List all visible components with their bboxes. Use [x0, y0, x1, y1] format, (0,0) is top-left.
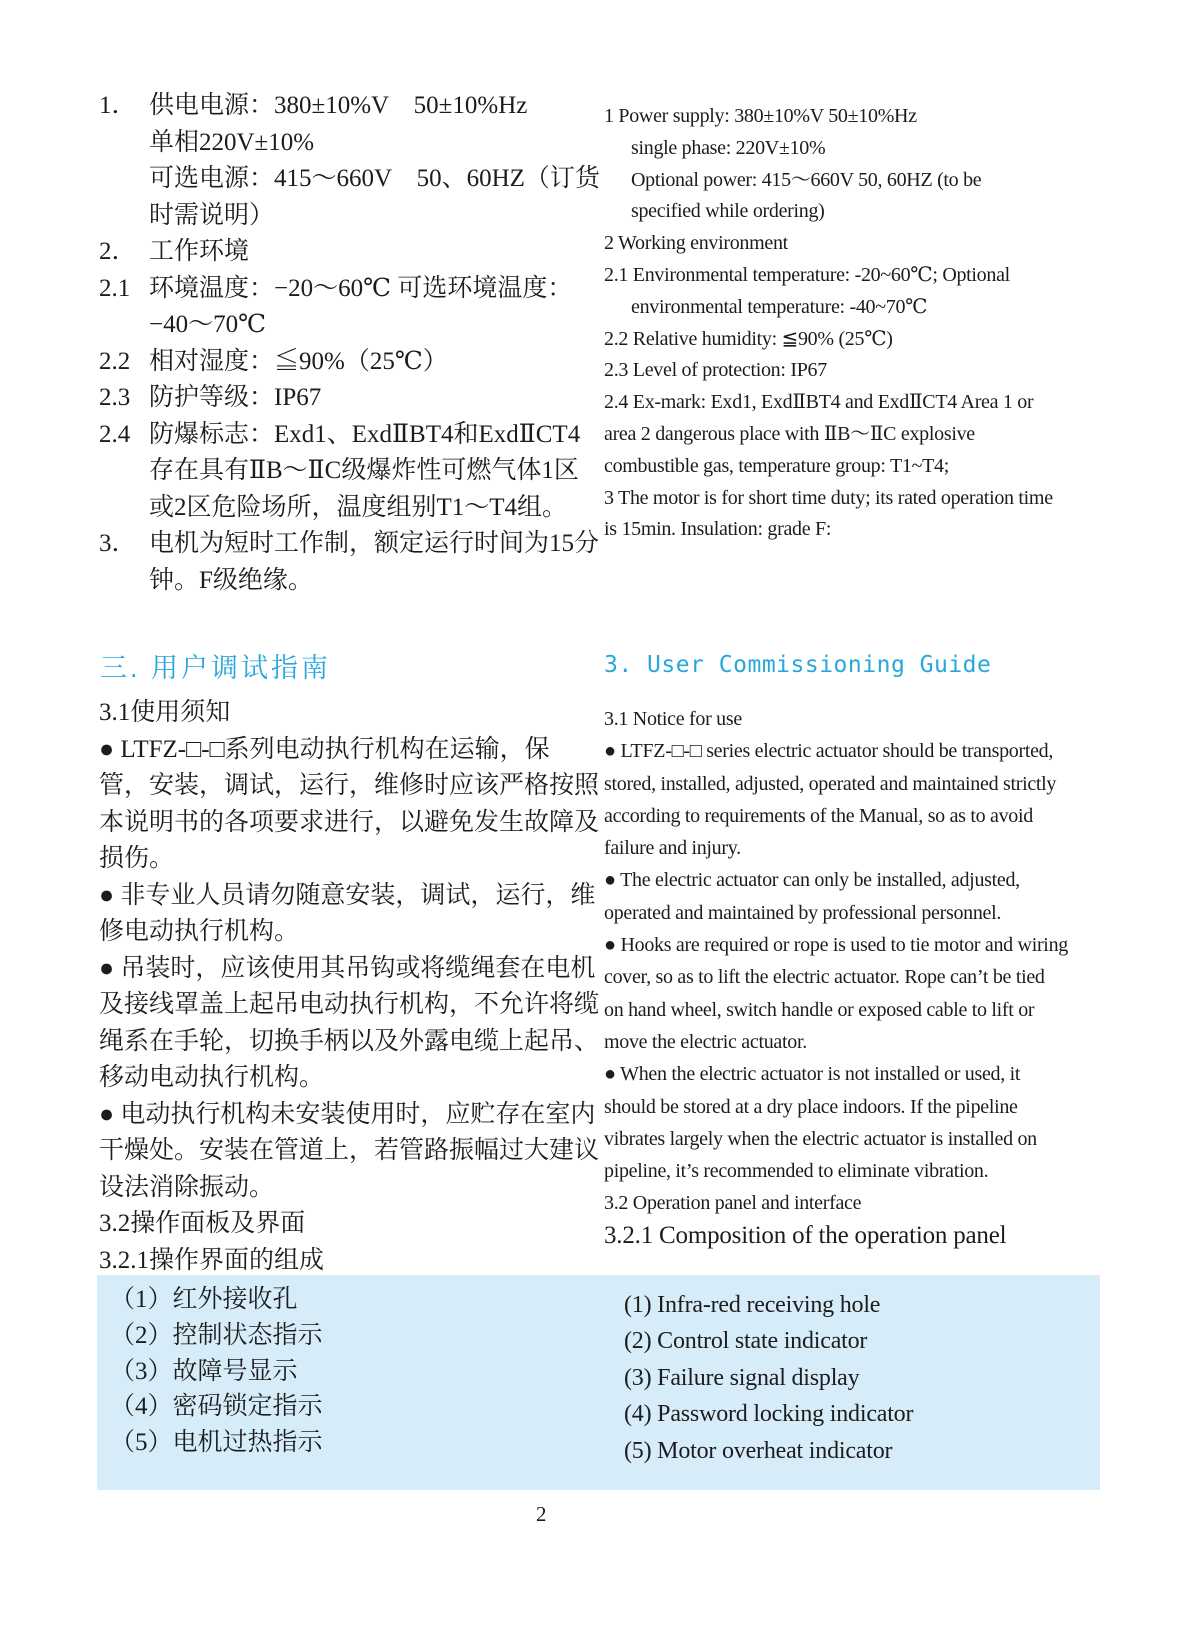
spec-number — [99, 161, 149, 198]
panel-item: （5）电机过热指示 — [110, 1429, 323, 1457]
notice-line: on hand wheel, switch handle or exposed cable to lift or — [604, 998, 1035, 1021]
notice-line: 损伤。 — [99, 845, 175, 872]
spec-text: 可选电源：415～660V 50、60HZ（订货 — [149, 165, 600, 192]
spec-list-cn — [99, 88, 600, 599]
notice-line: 本说明书的各项要求进行，以避免发生故障及 — [99, 808, 600, 836]
notice-line: ● 电动执行机构未安装使用时，应贮存在室内 — [99, 1100, 596, 1128]
spec-text: 存在具有ⅡB～ⅡC级爆炸性可燃气体1区 — [149, 457, 579, 484]
spec-text: 电机为短时工作制，额定运行时间为15分 — [149, 530, 600, 557]
spec-number — [99, 453, 149, 490]
spec-line — [99, 490, 573, 527]
notice-line: ● LTFZ-□-□ series electric actuator should be transported, — [604, 740, 1054, 763]
notice-line: move the electric actuator. — [604, 1030, 807, 1053]
notice-line: ● LTFZ-□-□系列电动执行机构在运输，保 — [99, 735, 550, 763]
panel-item: (4) Password locking indicator — [624, 1401, 914, 1428]
spec-number: 2.1 — [99, 274, 131, 302]
notice-line: 干燥处。安装在管道上，若管路振幅过大建议 — [99, 1137, 600, 1164]
panel-item: （1）红外接收孔 — [110, 1286, 298, 1313]
panel-item: (5) Motor overheat indicator — [624, 1437, 893, 1464]
spec-line: environmental temperature: -40~70℃ — [631, 295, 928, 318]
spec-line — [99, 271, 573, 308]
notice-line: operated and maintained by professional personnel. — [604, 901, 1002, 924]
notice-block-en — [604, 703, 1109, 1220]
spec-text: 或2区危险场所，温度组别T1～T4组。 — [149, 493, 568, 521]
spec-line: Optional power: 415～660V 50, 60HZ (to be — [631, 168, 982, 191]
spec-line: 2.1 Environmental temperature: -20~60℃; Optional — [604, 263, 1010, 286]
spec-line: 2.2 Relative humidity: ≦90% (25℃) — [604, 327, 893, 350]
spec-line — [99, 234, 573, 271]
notice-line: ● The electric actuator can only be installed, adjusted, — [604, 869, 1020, 892]
notice-line: according to requirements of the Manual, so as to avoid — [604, 804, 1033, 827]
spec-line — [99, 161, 600, 198]
spec-text: −40～70℃ — [149, 311, 267, 338]
spec-text: 防爆标志：Exd1、ExdⅡBT4和ExdⅡCT4 — [149, 420, 581, 448]
notice-line: 绳系在手轮，切换手柄以及外露电缆上起吊、 — [99, 1027, 600, 1055]
section-heading-en: 3. User Commissioning Guide — [604, 652, 992, 678]
spec-number — [99, 125, 149, 162]
notice-line: 及接线罩盖上起吊电动执行机构，不允许将缆 — [99, 991, 600, 1018]
notice-line: vibrates largely when the electric actuator is installed on — [604, 1127, 1037, 1150]
spec-line: specified while ordering) — [631, 200, 825, 223]
spec-text: 工作环境 — [149, 238, 250, 265]
notice-line: pipeline, it’s recommended to eliminate vibration. — [604, 1160, 989, 1183]
spec-line — [99, 526, 600, 563]
panel-title-en: 3.2.1 Composition of the operation panel — [604, 1222, 1007, 1249]
panel-list-cn — [110, 1282, 323, 1461]
highlight-box — [97, 1275, 1100, 1490]
spec-text: 相对湿度：≦90%（25℃） — [149, 347, 448, 375]
notice-line: 修电动执行机构。 — [99, 918, 300, 945]
spec-line: 2.4 Ex-mark: Exd1, ExdⅡBT4 and ExdⅡCT4 Area 1 or — [604, 391, 1034, 414]
spec-line — [99, 198, 573, 235]
spec-line — [99, 344, 573, 381]
notice-line: failure and injury. — [604, 837, 741, 860]
notice-line: ● 非专业人员请勿随意安装，调试，运行，维 — [99, 881, 596, 909]
spec-line: combustible gas, temperature group: T1~T4; — [604, 454, 949, 477]
spec-line — [99, 380, 573, 417]
spec-text: 防护等级：IP67 — [149, 384, 322, 411]
notice-block-cn — [99, 695, 600, 1279]
notice-line: should be stored at a dry place indoors. If the pipeline — [604, 1095, 1018, 1118]
spec-number: 2.2 — [99, 347, 131, 375]
section-heading-cn: 三. 用户调试指南 — [100, 653, 332, 683]
notice-line: ● Hooks are required or rope is used to tie motor and wiring — [604, 934, 1068, 957]
spec-text: 钟。F级绝缘。 — [149, 566, 313, 594]
spec-number: 2.4 — [99, 420, 131, 448]
notice-line: 3.2 Operation panel and interface — [604, 1192, 862, 1215]
panel-item: (2) Control state indicator — [624, 1328, 868, 1355]
spec-line — [99, 417, 581, 454]
notice-line: ● When the electric actuator is not installed or used, it — [604, 1063, 1021, 1086]
notice-line: 3.2操作面板及界面 — [99, 1210, 306, 1237]
spec-line: area 2 dangerous place with ⅡB～ⅡC explosive — [604, 422, 975, 445]
page-number: 2 — [536, 1502, 547, 1526]
spec-line: 2 Working environment — [604, 232, 788, 255]
spec-number — [99, 198, 149, 235]
spec-number: 2.3 — [99, 384, 131, 411]
spec-line — [99, 453, 579, 490]
spec-number: 1． — [99, 92, 137, 119]
panel-item: （3）故障号显示 — [110, 1357, 298, 1385]
spec-list-en — [604, 101, 1109, 546]
spec-text: 时需说明） — [149, 201, 275, 229]
notice-line: stored, installed, adjusted, operated and maintained strictly — [604, 772, 1057, 795]
panel-item: (1) Infra-red receiving hole — [624, 1292, 881, 1318]
spec-line: is 15min. Insulation: grade F: — [604, 518, 832, 541]
notice-line: cover, so as to lift the electric actuator. Rope can’t be tied — [604, 966, 1045, 989]
notice-line: 3.2.1操作界面的组成 — [99, 1246, 325, 1274]
spec-number — [99, 307, 149, 344]
spec-line — [99, 88, 573, 125]
spec-number — [99, 563, 149, 600]
spec-text: 环境温度：−20～60℃ 可选环境温度： — [149, 274, 573, 302]
spec-line — [99, 307, 573, 344]
notice-line: 3.1使用须知 — [99, 699, 231, 726]
notice-line: 移动电动执行机构。 — [99, 1064, 325, 1091]
spec-number: 3． — [99, 530, 137, 557]
spec-text: 单相220V±10% — [149, 128, 315, 156]
notice-line: 3.1 Notice for use — [604, 708, 742, 730]
panel-item: （4）密码锁定指示 — [110, 1393, 323, 1421]
spec-line: 1 Power supply: 380±10%V 50±10%Hz — [604, 105, 917, 127]
spec-line: 2.3 Level of protection: IP67 — [604, 359, 827, 382]
spec-line — [99, 125, 573, 162]
spec-number: 2． — [99, 238, 137, 265]
notice-line: 设法消除振动。 — [99, 1173, 275, 1201]
spec-text: 供电电源：380±10%V 50±10%Hz — [149, 92, 528, 119]
panel-item: (3) Failure signal display — [624, 1364, 860, 1391]
spec-line: 3 The motor is for short time duty; its rated operation time — [604, 486, 1053, 509]
notice-line: ● 吊装时，应该使用其吊钩或将缆绳套在电机 — [99, 954, 596, 982]
spec-line — [99, 563, 573, 600]
spec-number — [99, 490, 149, 527]
notice-line: 管，安装，调试，运行，维修时应该严格按照 — [99, 772, 600, 799]
panel-item: （2）控制状态指示 — [110, 1321, 323, 1349]
panel-list-en — [624, 1287, 913, 1469]
spec-line: single phase: 220V±10% — [631, 136, 826, 159]
